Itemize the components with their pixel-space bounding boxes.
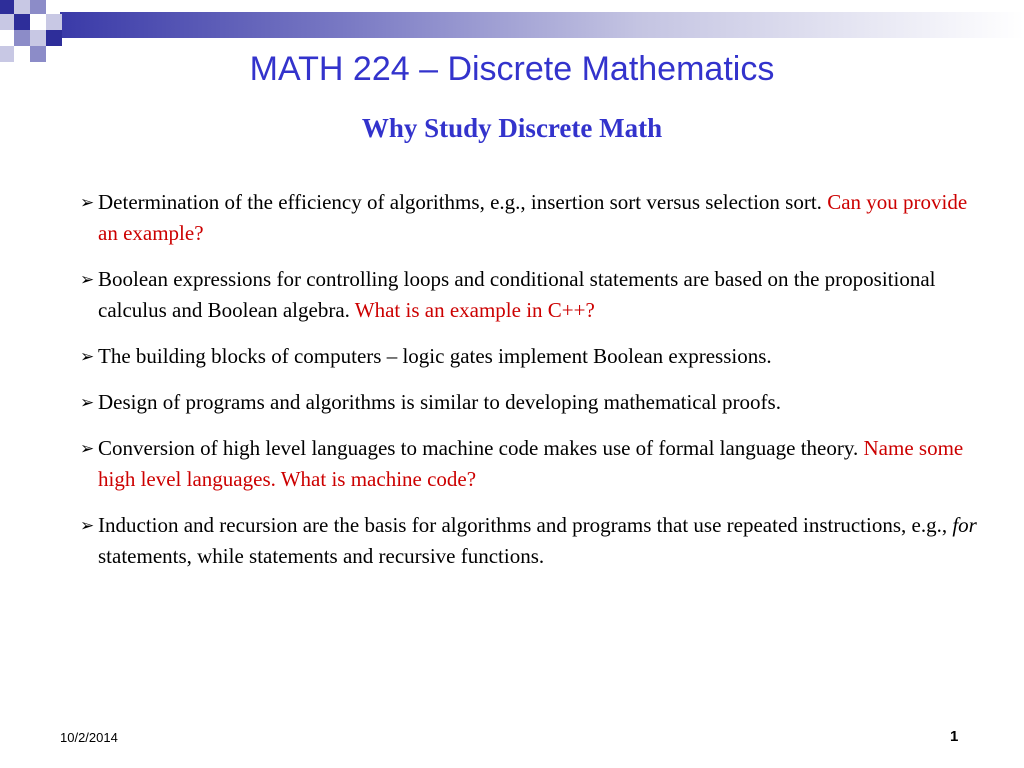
arrow-bullet-icon: ➢	[80, 270, 95, 289]
bullet-item	[80, 387, 990, 418]
footer-date: 10/2/2014	[60, 730, 118, 745]
corner-square	[46, 14, 62, 30]
bullet-text: Determination of the efficiency of algorithms, e.g., insertion sort versus selection sort.	[98, 190, 822, 214]
corner-square	[0, 0, 14, 14]
arrow-bullet-icon: ➢	[80, 393, 95, 412]
bullet-item	[80, 433, 990, 495]
bullet-question: Can you provide an example?	[98, 190, 968, 245]
slide-title: MATH 224 – Discrete Mathematics	[249, 50, 775, 88]
bullet-item	[80, 341, 990, 372]
corner-square	[0, 14, 14, 30]
bullet-italic-keyword: for	[952, 513, 977, 537]
corner-square	[14, 0, 30, 14]
corner-square	[30, 30, 46, 46]
arrow-bullet-icon: ➢	[80, 347, 95, 366]
header-band	[60, 12, 1024, 38]
bullet-item	[80, 510, 990, 572]
corner-square	[14, 30, 30, 46]
bullet-item	[80, 264, 990, 326]
bullet-text: Design of programs and algorithms is similar to developing mathematical proofs.	[98, 390, 781, 414]
corner-square	[30, 0, 46, 14]
slide-subtitle: Why Study Discrete Math	[361, 113, 663, 143]
arrow-bullet-icon: ➢	[80, 516, 95, 535]
corner-square	[14, 14, 30, 30]
page-number: 1	[950, 728, 959, 745]
bullet-text: Conversion of high level languages to machine code makes use of formal language theory.	[98, 436, 859, 460]
arrow-bullet-icon: ➢	[80, 439, 95, 458]
bullet-text: The building blocks of computers – logic gates implement Boolean expressions.	[98, 344, 772, 368]
bullet-question: What is an example in C++?	[354, 298, 595, 322]
bullet-text: statements, while statements and recursive functions.	[98, 544, 545, 568]
corner-square	[46, 30, 62, 46]
bullet-question: Name some high level languages. What is machine code?	[98, 436, 964, 491]
bullet-text: Boolean expressions for controlling loops and conditional statements are based on the propositional calculus and Boolean algebra.	[98, 267, 936, 322]
bullet-text: Induction and recursion are the basis for algorithms and programs that use repeated instructions, e.g.,	[98, 513, 948, 537]
bullet-list	[80, 187, 990, 587]
bullet-item	[80, 187, 990, 249]
arrow-bullet-icon: ➢	[80, 193, 95, 212]
